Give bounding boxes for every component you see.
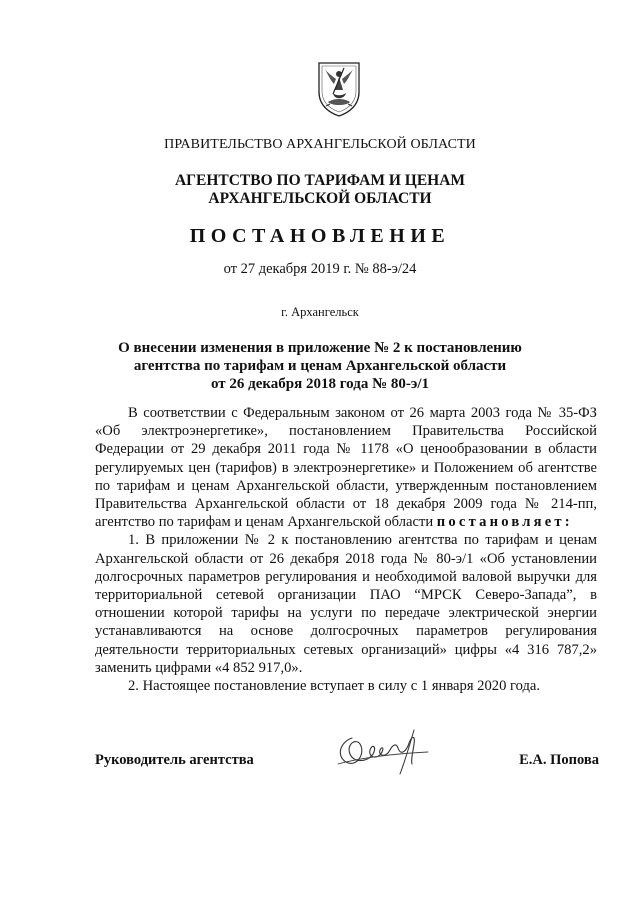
coat-of-arms-icon <box>316 60 362 118</box>
signature-image <box>330 724 440 780</box>
document-date-number: от 27 декабря 2019 г. № 88-э/24 <box>223 261 417 277</box>
signatory-name: Е.А. Попова <box>519 752 599 768</box>
document-body <box>95 404 597 695</box>
document-type: ПОСТАНОВЛЕНИЕ <box>189 225 451 247</box>
agency-name <box>0 172 640 208</box>
preamble-text: В соответствии с Федеральным законом от 26 марта 2003 года № 35-ФЗ «Об электроэнергетике», постановлением Правительства Российской Федерации от 29 декабря 2011 года № 1178 «О ценообразовании в области регулируемых цен (тарифов) в электроэнергетике» и Положением об агентстве по тарифам и ценам Архангельской области, утвержденным постановлением Правительства Архангельской области от 18 декабря 2009 года № 214-пп, агентство по тарифам и ценам Архангельской области <box>95 405 597 531</box>
preamble-paragraph <box>95 404 597 531</box>
document-city: г. Архангельск <box>281 305 359 319</box>
resolves-word: постановляет: <box>436 514 573 531</box>
document-subject <box>0 339 640 393</box>
clause-2: 2. Настоящее постановление вступает в силу с 1 января 2020 года. <box>128 678 541 695</box>
clause-1: 1. В приложении № 2 к постановлению агентства по тарифам и ценам Архангельской области от 26 декабря 2018 года № 80-э/1 «Об установлении долгосрочных параметров регулирования и необходимой валовой выручки для территориальной сетевой организации ПАО “МРСК Северо-Запада”, в отношении которой тарифы на услуги по передаче электрической энергии устанавливаются на основе долгосрочных параметров регулирования деятельности территориальных сетевых организаций» цифры «4 316 787,2» заменить цифрами «4 852 917,0». <box>95 532 597 676</box>
subject-line-3: от 26 декабря 2018 года № 80-э/1 <box>210 376 430 392</box>
signatory-position: Руководитель агентства <box>95 752 254 768</box>
agency-name-line-2: АРХАНГЕЛЬСКОЙ ОБЛАСТИ <box>208 190 432 207</box>
agency-name-line-1: АГЕНТСТВО ПО ТАРИФАМ И ЦЕНАМ <box>174 172 466 189</box>
subject-line-1: О внесении изменения в приложение № 2 к постановлению <box>118 340 522 356</box>
government-name: ПРАВИТЕЛЬСТВО АРХАНГЕЛЬСКОЙ ОБЛАСТИ <box>164 137 476 152</box>
subject-line-2: агентства по тарифам и ценам Архангельской области <box>133 358 507 374</box>
